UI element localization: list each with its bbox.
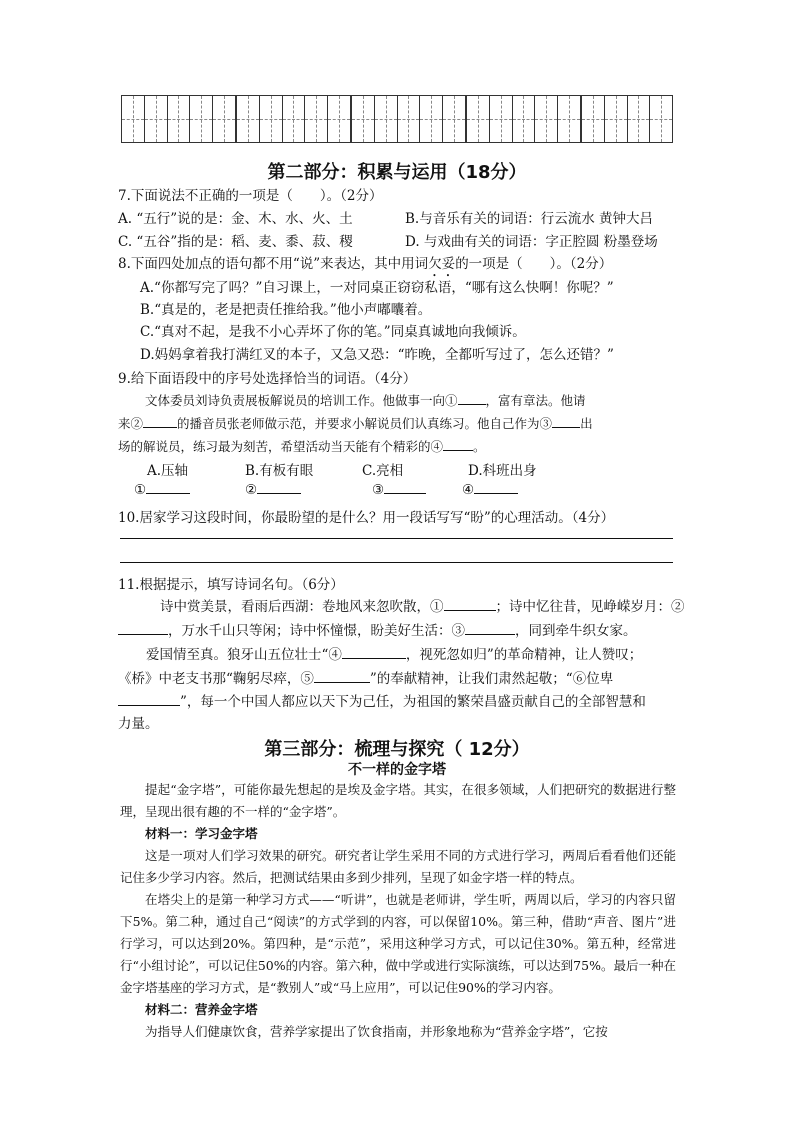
q11-blank-1[interactable] xyxy=(444,610,496,611)
q7-stem: 7.下面说法不正确的一项是（ ）。（2分） xyxy=(118,188,383,204)
part3-title: 第三部分：梳理与探究（ 12分） xyxy=(264,739,530,760)
grid-cell xyxy=(213,96,237,142)
grid-cell xyxy=(375,96,398,142)
q9-slot-3: ③ xyxy=(539,416,553,431)
grid-cell xyxy=(305,96,328,142)
q7-option-c: C. “五谷”指的是：稻、麦、黍、菽、稷 xyxy=(118,234,353,250)
q11-blank-4[interactable] xyxy=(342,658,406,659)
grid-cell xyxy=(513,96,536,142)
q8-stem-pre: 8.下面四处加点的语句都不用“说”来表达，其中用词 xyxy=(118,256,429,272)
article-paragraph: 提起“金字塔”，可能你最先想起的是埃及金字塔。其实，在很多领域，人们把研究的数据进行整理，呈现出很有趣的不一样的“金字塔”。 xyxy=(120,782,676,819)
q9-slot-4: ④ xyxy=(430,439,444,454)
q9-answer-4 xyxy=(462,482,518,498)
writing-grid xyxy=(121,95,673,143)
article-paragraph: 在塔尖上的是第一种学习方式——“听讲”，也就是老师讲，学生听，两周以后，学习的内容只留下5%。第二种，通过自己“阅读”的方式学到的内容，可以保留10%。第三种，借助“声音、图片”进行学习，可以达到20%。第四种，是“示范”，采用这种学习方式，可以记住30%。第五种，经常进行“小组讨论”，可以记住50%的内容。第六种，做中学或进行实际演练，可以达到75%。最后一种在金字塔基座的学习方式，是“教别人”或“马上应用”，可以记住90%的学习内容。 xyxy=(120,892,676,995)
q9-answer-2 xyxy=(245,482,301,498)
grid-cell xyxy=(168,96,191,142)
q9-option: A.压轴 xyxy=(147,463,189,479)
grid-cell xyxy=(467,96,490,142)
q9-answer-blank[interactable] xyxy=(474,493,518,494)
answer-line[interactable] xyxy=(120,538,673,539)
grid-cell xyxy=(628,96,651,142)
material-2-title: 材料二：营养金字塔 xyxy=(145,1002,258,1017)
q9-answer-3 xyxy=(372,482,426,498)
q9-text: 出 xyxy=(580,416,593,431)
q11-blank-5[interactable] xyxy=(314,682,370,683)
q7-option-a: A. “五行”说的是：金、木、水、火、土 xyxy=(118,211,353,227)
q9-answer-label: ② xyxy=(245,482,258,498)
q9-text: 场的解说员，练习最为刻苦，希望活动当天能有个精彩的 xyxy=(118,439,431,454)
q8-option-a: A.“你都写完了吗？”自习课上，一对同桌正窃窃私语，“哪有这么快啊！你呢？” xyxy=(140,280,614,296)
q9-answer-label: ④ xyxy=(462,482,475,498)
q11-line6: 力量。 xyxy=(118,716,159,732)
grid-cell xyxy=(260,96,283,142)
q9-text: ，富有章法。他请 xyxy=(485,393,586,408)
q11-text: ”，每一个中国人都应以天下为己任，为祖国的繁荣昌盛贡献自己的全部智慧和 xyxy=(180,694,646,710)
q11-stem: 11.根据提示，填写诗词名句。（6分） xyxy=(118,577,344,593)
article-paragraph: 这是一项对人们学习效果的研究。研究者让学生采用不同的方式进行学习，两周后看看他们还能记住多少学习内容。然后，把测试结果由多到少排列，呈现了如金字塔一样的特点。 xyxy=(120,848,676,885)
q9-answer-label: ③ xyxy=(372,482,385,498)
grid-cell xyxy=(398,96,421,142)
grid-cell xyxy=(237,96,260,142)
grid-cell xyxy=(420,96,443,142)
grid-cell xyxy=(582,96,605,142)
q8-option-b: B.“真是的，老是把责任推给我。”他小声嘟囔着。 xyxy=(140,302,432,318)
q9-slot-2: ② xyxy=(130,416,144,431)
q11-line2 xyxy=(118,619,637,639)
q9-passage-line1 xyxy=(145,391,586,409)
q11-text: 爱国情至真。狼牙山五位壮士“④ xyxy=(146,647,342,663)
q11-text: ，万水千山只等闲；诗中怀憧憬，盼美好生活：③ xyxy=(168,623,465,639)
q11-line3 xyxy=(146,643,642,663)
grid-cell xyxy=(145,96,168,142)
q9-option: B.有板有眼 xyxy=(245,463,314,479)
q11-text: ；诗中忆往昔，见峥嵘岁月：② xyxy=(495,599,685,615)
q8-stem-post: 的一项是（ ）。（2分） xyxy=(455,256,613,272)
grid-cell xyxy=(443,96,467,142)
grid-cell xyxy=(558,96,582,142)
q9-text: 文体委员刘诗负责展板解说员的培训工作。他做事一向 xyxy=(145,393,446,408)
article-title: 不一样的金字塔 xyxy=(348,762,446,778)
q8-stem-key: 欠妥 xyxy=(428,256,456,272)
q11-line4 xyxy=(118,667,613,687)
q9-blank-4[interactable] xyxy=(443,450,473,451)
q11-text: ，同到牵牛织女家。 xyxy=(515,623,637,639)
grid-cell xyxy=(605,96,628,142)
article-paragraph: 为指导人们健康饮食，营养学家提出了饮食指南，并形象地称为“营养金字塔”，它按 xyxy=(145,1024,608,1039)
material-1-title: 材料一：学习金字塔 xyxy=(145,826,258,841)
grid-cell xyxy=(650,96,672,142)
q9-passage-line2 xyxy=(118,414,593,432)
q9-blank-1[interactable] xyxy=(458,404,486,405)
article-body xyxy=(120,779,676,1043)
grid-cell xyxy=(490,96,513,142)
grid-cell xyxy=(283,96,306,142)
q8-option-d: D.妈妈拿着我打满红叉的本子，又急又恐：“昨晚，全都听写过了，怎么还错？” xyxy=(140,347,614,363)
grid-cell xyxy=(190,96,213,142)
q11-line5 xyxy=(118,690,646,710)
q9-answer-label: ① xyxy=(134,482,147,498)
q9-blank-2[interactable] xyxy=(143,427,177,428)
q9-passage-line3 xyxy=(118,437,486,455)
q11-blank-6[interactable] xyxy=(118,705,180,706)
q9-option: C.亮相 xyxy=(362,463,404,479)
q8-option-c: C.“真对不起，是我不小心弄坏了你的笔。”同桌真诚地向我倾诉。 xyxy=(140,324,526,340)
q9-slot-1: ① xyxy=(445,393,458,408)
q11-blank-2[interactable] xyxy=(118,634,168,635)
grid-cell xyxy=(535,96,558,142)
q9-text: 来 xyxy=(118,416,131,431)
q9-answer-blank[interactable] xyxy=(146,493,190,494)
q9-answer-blank[interactable] xyxy=(384,493,426,494)
q11-text: 诗中赏美景，看雨后西湖：卷地风来忽吹散，① xyxy=(160,599,444,615)
q9-answer-1 xyxy=(134,482,190,498)
q11-line1 xyxy=(160,595,685,615)
q9-stem: 9.给下面语段中的序号处选择恰当的词语。（4分） xyxy=(118,371,417,387)
grid-cell xyxy=(122,96,145,142)
q9-option: D.科班出身 xyxy=(468,463,537,479)
q9-blank-3[interactable] xyxy=(552,427,580,428)
q9-text: 。 xyxy=(473,439,486,454)
q11-text: 《桥》中老支书那“鞠躬尽瘁，⑤ xyxy=(118,671,314,687)
q11-blank-3[interactable] xyxy=(465,634,515,635)
part2-title: 第二部分：积累与运用（18分） xyxy=(267,162,527,183)
q7-option-b: B.与音乐有关的词语：行云流水 黄钟大吕 xyxy=(405,211,654,227)
grid-cell xyxy=(328,96,352,142)
q7-option-d: D. 与戏曲有关的词语：字正腔圆 粉墨登场 xyxy=(405,234,658,250)
q10-stem: 10.居家学习这段时间，你最盼望的是什么？用一段话写写“盼”的心理活动。（4分） xyxy=(118,510,615,526)
q9-answer-blank[interactable] xyxy=(257,493,301,494)
q11-text: ”的奉献精神，让我们肃然起敬；“⑥位卑 xyxy=(369,671,614,687)
answer-line[interactable] xyxy=(120,562,673,563)
q11-text: ，视死忽如归”的革命精神，让人赞叹； xyxy=(405,647,643,663)
grid-cell xyxy=(352,96,375,142)
q9-text: 的播音员张老师做示范，并要求小解说员们认真练习。他自己作为 xyxy=(177,416,540,431)
